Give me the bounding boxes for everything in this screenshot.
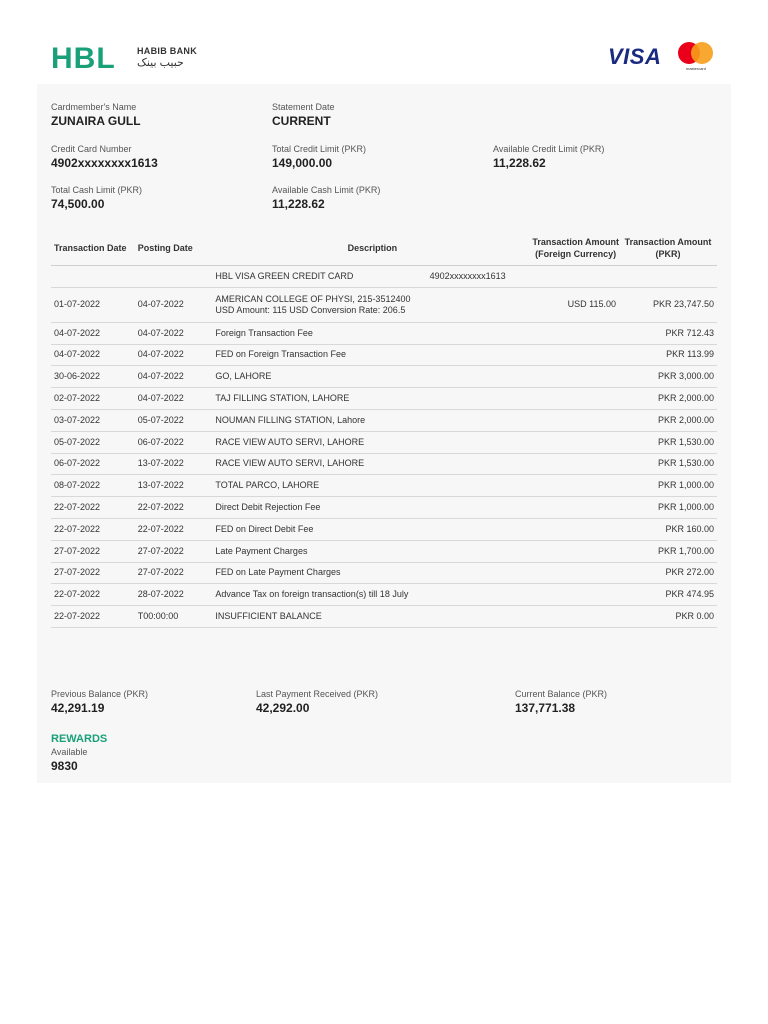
table-row [51,409,717,431]
description-line: Late Payment Charges [215,545,308,556]
pkr-amount-cell: PKR 712.43 [619,322,717,344]
description-cell [212,606,532,628]
header-amount-pkr-line2: (PKR) [655,248,681,259]
available-credit-field [493,143,604,171]
bank-name-urdu: حبیب بینک [137,57,184,69]
posting-date-cell: 22-07-2022 [135,497,213,519]
transaction-date-cell: 22-07-2022 [51,497,135,519]
transaction-date-cell: 03-07-2022 [51,409,135,431]
description-cell [212,518,532,540]
table-row [51,562,717,584]
transaction-date-cell: 04-07-2022 [51,322,135,344]
transactions-table [51,230,717,628]
foreign-amount-cell [532,453,619,475]
pkr-amount-cell: PKR 1,000.00 [619,497,717,519]
posting-date-cell: 05-07-2022 [135,409,213,431]
header-transaction-date: Transaction Date [51,230,135,266]
description-cell [212,344,532,366]
hbl-logo: HBL [51,42,116,75]
transaction-date-cell: 22-07-2022 [51,606,135,628]
transaction-date-cell: 27-07-2022 [51,562,135,584]
posting-date-cell: 04-07-2022 [135,366,213,388]
previous-balance-label: Previous Balance (PKR) [51,689,149,699]
card-number-label: Credit Card Number [51,144,132,154]
foreign-amount-cell [532,475,619,497]
description-line: RACE VIEW AUTO SERVI, LAHORE [215,436,365,447]
table-row [51,388,717,410]
bank-name: HABIB BANK [137,46,197,56]
description-line: FED on Direct Debit Fee [215,523,314,534]
mastercard-wordmark: mastercard [685,66,706,71]
statement-panel [37,84,731,783]
transaction-date-cell: 08-07-2022 [51,475,135,497]
table-row [51,497,717,519]
card-number-value: 4902xxxxxxxx1613 [51,156,158,170]
pkr-amount-cell: PKR 1,700.00 [619,540,717,562]
table-row [51,584,717,606]
last-payment-value: 42,292.00 [256,701,310,715]
posting-date-cell: 13-07-2022 [135,453,213,475]
pkr-amount-cell: PKR 160.00 [619,518,717,540]
header-amount-pkr-line1: Transaction Amount [624,236,712,247]
available-cash-label: Available Cash Limit (PKR) [272,185,381,195]
posting-date-cell: 13-07-2022 [135,475,213,497]
pkr-amount-cell: PKR 0.00 [619,606,717,628]
description-line: Direct Debit Rejection Fee [215,502,321,513]
rewards-available-label: Available [51,747,88,757]
rewards-available-value: 9830 [51,759,78,773]
description-cell [212,366,532,388]
pkr-amount-cell: PKR 2,000.00 [619,388,717,410]
transaction-date-cell: 01-07-2022 [51,287,135,322]
header-amount-foreign-line1: Transaction Amount [532,236,620,247]
cash-limit-label: Total Cash Limit (PKR) [51,185,143,195]
cash-limit-field [51,184,142,212]
transaction-date-cell: 06-07-2022 [51,453,135,475]
description-line: GO, LAHORE [215,371,272,382]
previous-balance-value: 42,291.19 [51,701,105,715]
description-line: FED on Late Payment Charges [215,567,341,578]
table-row [51,475,717,497]
foreign-amount-cell [532,431,619,453]
transaction-date-cell: 22-07-2022 [51,518,135,540]
card-info-row [51,266,717,288]
transaction-date-cell: 04-07-2022 [51,344,135,366]
pkr-amount-cell: PKR 1,530.00 [619,431,717,453]
description-line: TOTAL PARCO, LAHORE [215,480,320,491]
table-row [51,366,717,388]
mastercard-orange-circle-icon [691,42,713,64]
previous-balance-field [51,688,148,716]
description-cell [212,322,532,344]
foreign-amount-cell [532,388,619,410]
description-subline: USD Amount: 115 USD Conversion Rate: 206.5 [215,304,406,315]
posting-date-cell: 27-07-2022 [135,562,213,584]
card-row-description: HBL VISA GREEN CREDIT CARD [212,266,426,288]
posting-date-cell: 04-07-2022 [135,287,213,322]
description-cell [212,584,532,606]
header-description: Description [212,230,532,266]
visa-logo: VISA [608,44,662,69]
rewards-field [51,746,87,774]
description-line: TAJ FILLING STATION, LAHORE [215,393,350,404]
foreign-amount-cell [532,344,619,366]
pkr-amount-cell: PKR 272.00 [619,562,717,584]
description-line: INSUFFICIENT BALANCE [215,611,322,622]
foreign-amount-cell [532,497,619,519]
description-line: NOUMAN FILLING STATION, Lahore [215,414,366,425]
description-cell [212,497,532,519]
posting-date-cell: 04-07-2022 [135,388,213,410]
cardmember-value: ZUNAIRA GULL [51,114,141,128]
description-line: RACE VIEW AUTO SERVI, LAHORE [215,458,365,469]
posting-date-cell: 04-07-2022 [135,322,213,344]
description-cell [212,287,532,322]
description-line: FED on Foreign Transaction Fee [215,349,346,360]
description-cell [212,540,532,562]
statement-header [0,0,768,84]
cardmember-label: Cardmember's Name [51,102,137,112]
transaction-date-cell: 30-06-2022 [51,366,135,388]
table-row [51,322,717,344]
posting-date-cell: 04-07-2022 [135,344,213,366]
pkr-amount-cell: PKR 1,530.00 [619,453,717,475]
table-row [51,431,717,453]
header-amount-pkr [619,230,717,266]
current-balance-label: Current Balance (PKR) [515,689,608,699]
table-row [51,606,717,628]
posting-date-cell: T00:00:00 [135,606,213,628]
credit-limit-label: Total Credit Limit (PKR) [272,144,367,154]
table-row [51,518,717,540]
description-line: Advance Tax on foreign transaction(s) till 18 July [215,589,409,600]
pkr-amount-cell: PKR 113.99 [619,344,717,366]
mastercard-logo [676,42,716,74]
rewards-title: REWARDS [51,733,108,745]
description-line: Foreign Transaction Fee [215,327,313,338]
available-cash-field [272,184,380,212]
table-row [51,344,717,366]
description-cell [212,431,532,453]
last-payment-field [256,688,378,716]
transaction-date-cell: 27-07-2022 [51,540,135,562]
pkr-amount-cell: PKR 2,000.00 [619,409,717,431]
table-row [51,540,717,562]
table-row [51,287,717,322]
table-header-row [51,230,717,266]
statement-date-label: Statement Date [272,102,335,112]
posting-date-cell: 22-07-2022 [135,518,213,540]
statement-date-value: CURRENT [272,114,331,128]
foreign-amount-cell [532,322,619,344]
foreign-amount-cell: USD 115.00 [532,287,619,322]
card-row-number: 4902xxxxxxxx1613 [427,266,533,288]
available-cash-value: 11,228.62 [272,197,325,211]
description-cell [212,409,532,431]
foreign-amount-cell [532,584,619,606]
statement-date-field [272,101,335,129]
foreign-amount-cell [532,606,619,628]
header-posting-date: Posting Date [135,230,213,266]
available-credit-label: Available Credit Limit (PKR) [493,144,605,154]
posting-date-cell: 27-07-2022 [135,540,213,562]
last-payment-label: Last Payment Received (PKR) [256,689,379,699]
transaction-date-cell: 02-07-2022 [51,388,135,410]
description-cell [212,388,532,410]
transaction-date-cell: 05-07-2022 [51,431,135,453]
credit-limit-value: 149,000.00 [272,156,333,170]
current-balance-value: 137,771.38 [515,701,576,715]
description-cell [212,453,532,475]
foreign-amount-cell [532,366,619,388]
description-cell [212,475,532,497]
pkr-amount-cell: PKR 23,747.50 [619,287,717,322]
cash-limit-value: 74,500.00 [51,197,105,211]
table-row [51,453,717,475]
current-balance-field [515,688,607,716]
foreign-amount-cell [532,409,619,431]
description-cell [212,562,532,584]
header-amount-foreign-line2: (Foreign Currency) [535,248,617,259]
posting-date-cell: 28-07-2022 [135,584,213,606]
header-amount-foreign [532,230,619,266]
available-credit-value: 11,228.62 [493,156,546,170]
credit-limit-field [272,143,366,171]
pkr-amount-cell: PKR 3,000.00 [619,366,717,388]
foreign-amount-cell [532,518,619,540]
description-line: AMERICAN COLLEGE OF PHYSI, 215-3512400 [215,293,411,304]
foreign-amount-cell [532,540,619,562]
card-number-field [51,143,158,171]
transaction-date-cell: 22-07-2022 [51,584,135,606]
cardmember-field [51,101,141,129]
posting-date-cell: 06-07-2022 [135,431,213,453]
foreign-amount-cell [532,562,619,584]
pkr-amount-cell: PKR 474.95 [619,584,717,606]
pkr-amount-cell: PKR 1,000.00 [619,475,717,497]
